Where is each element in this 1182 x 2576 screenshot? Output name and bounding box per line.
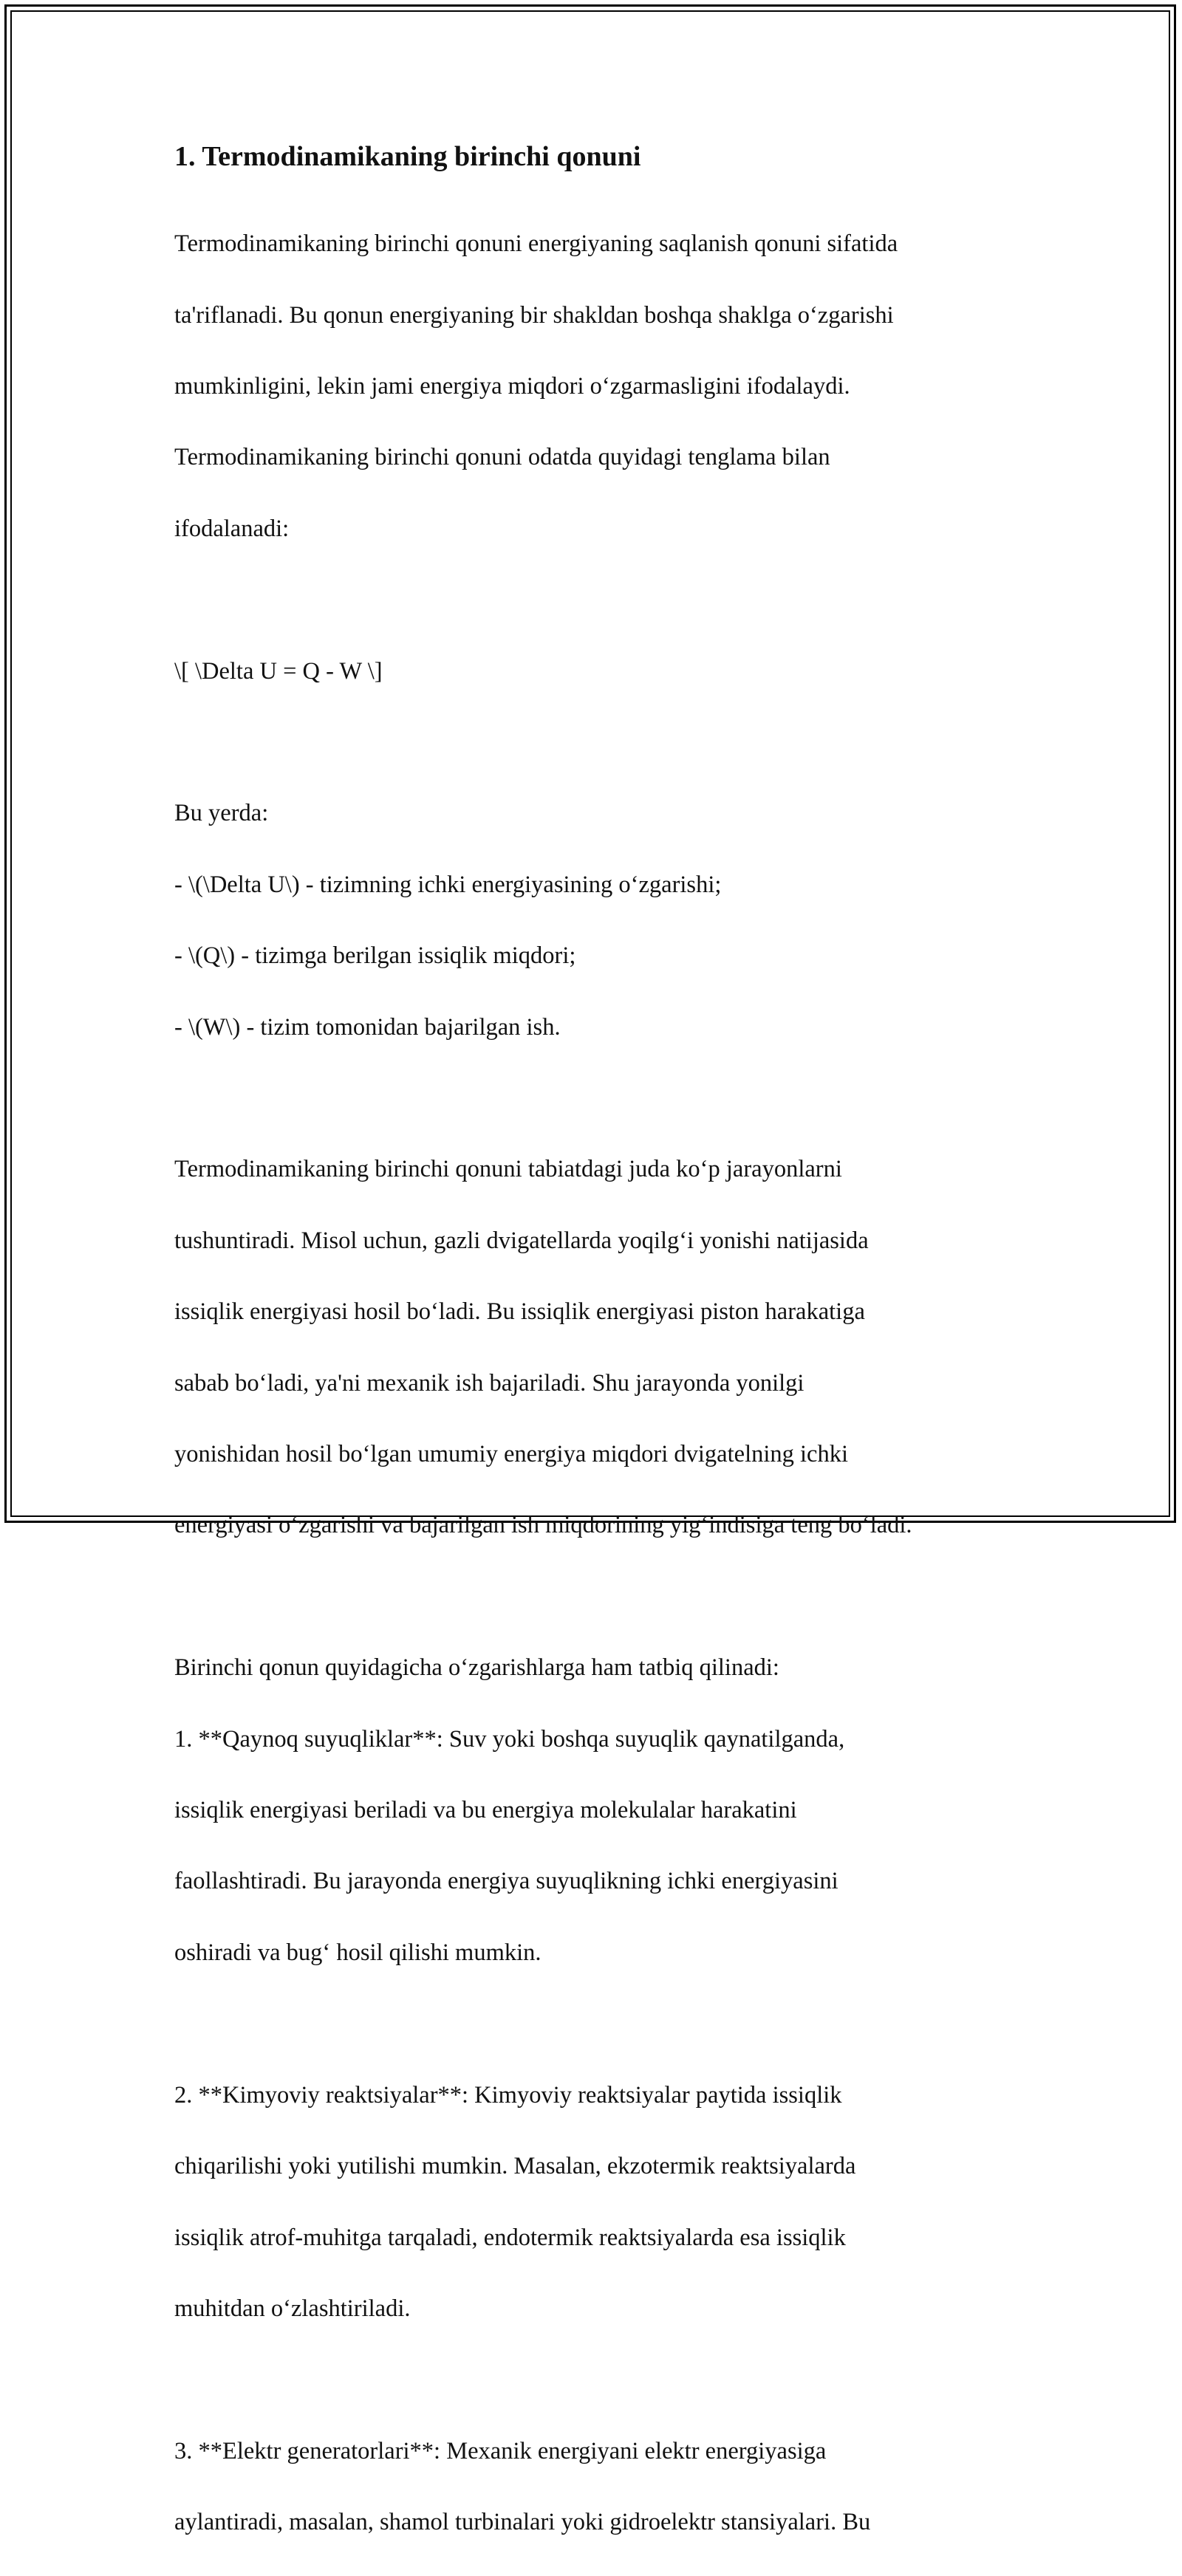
- text-line: ifodalanadi:: [174, 515, 290, 542]
- text-line: sabab bo‘ladi, ya'ni mexanik ish bajariladi. Shu jarayonda yonilgi: [174, 1369, 804, 1397]
- text-line: oshiradi va bug‘ hosil qilishi mumkin.: [174, 1939, 542, 1966]
- text-line: issiqlik atrof-muhitga tarqaladi, endotermik reaktsiyalarda esa issiqlik: [174, 2224, 846, 2251]
- text-line: Termodinamikaning birinchi qonuni odatda quyidagi tenglama bilan: [174, 444, 830, 471]
- text-line: yonishidan hosil bo‘lgan umumiy energiya miqdori dvigatelning ichki: [174, 1441, 848, 1468]
- text-line: energiyasi o‘zgarishi va bajarilgan ish miqdorining yig‘indisiga teng bo‘ladi.: [174, 1512, 912, 1539]
- document-body: [174, 136, 1046, 2576]
- text-line: mumkinligini, lekin jami energiya miqdori o‘zgarmasligini ifodalaydi.: [174, 373, 850, 400]
- text-line: tushuntiradi. Misol uchun, gazli dvigatellarda yoqilg‘i yonishi natijasida: [174, 1227, 869, 1254]
- section-title: 1. Termodinamikaning birinchi qonuni: [174, 141, 641, 172]
- text-line: faollashtiradi. Bu jarayonda energiya suyuqlikning ichki energiyasini: [174, 1868, 838, 1895]
- list-item: 3. **Elektr generatorlari**: Mexanik energiyani elektr energiyasiga: [174, 2437, 827, 2464]
- text-line: issiqlik energiyasi beriladi va bu energiya molekulalar harakatini: [174, 1797, 797, 1824]
- text-line: Termodinamikaning birinchi qonuni tabiatdagi juda ko‘p jarayonlarni: [174, 1156, 842, 1183]
- where-paragraph: [174, 760, 1046, 1080]
- text-line: aylantiradi, masalan, shamol turbinalari yoki gidroelektr stansiyalari. Bu: [174, 2509, 871, 2536]
- list-paragraph-1: [174, 1614, 1046, 2006]
- list-paragraph-2: [174, 2041, 1046, 2362]
- equation-paragraph: [174, 617, 1046, 724]
- list-item: 2. **Kimyoviy reaktsiyalar**: Kimyoviy reaktsiyalar paytida issiqlik: [174, 2081, 842, 2109]
- list-item: - \(\Delta U\) - tizimning ichki energiyasining o‘zgarishi;: [174, 871, 722, 898]
- list-item: - \(W\) - tizim tomonidan bajarilgan ish.: [174, 1013, 561, 1041]
- list-paragraph-3: [174, 2398, 1046, 2576]
- text-line: Bu yerda:: [174, 800, 269, 827]
- list-item: - \(Q\) - tizimga berilgan issiqlik miqdori;: [174, 942, 576, 970]
- text-line: ta'riflanadi. Bu qonun energiyaning bir shakldan boshqa shaklga o‘zgarishi: [174, 301, 894, 329]
- text-line: issiqlik energiyasi hosil bo‘ladi. Bu issiqlik energiyasi piston harakatiga: [174, 1298, 865, 1326]
- text-line: Termodinamikaning birinchi qonuni energiyaning saqlanish qonuni sifatida: [174, 230, 898, 258]
- intro-paragraph: [174, 191, 1046, 582]
- text-line: chiqarilishi yoki yutilishi mumkin. Masalan, ekzotermik reaktsiyalarda: [174, 2153, 856, 2180]
- text-line: Birinchi qonun quyidagicha o‘zgarishlarga ham tatbiq qilinadi:: [174, 1654, 779, 1682]
- list-item: 1. **Qaynoq suyuqliklar**: Suv yoki boshqa suyuqlik qaynatilganda,: [174, 1725, 845, 1753]
- text-line: muhitdan o‘zlashtiriladi.: [174, 2295, 411, 2322]
- example-paragraph: [174, 1116, 1046, 1579]
- equation-text: \[ \Delta U = Q - W \]: [174, 657, 383, 685]
